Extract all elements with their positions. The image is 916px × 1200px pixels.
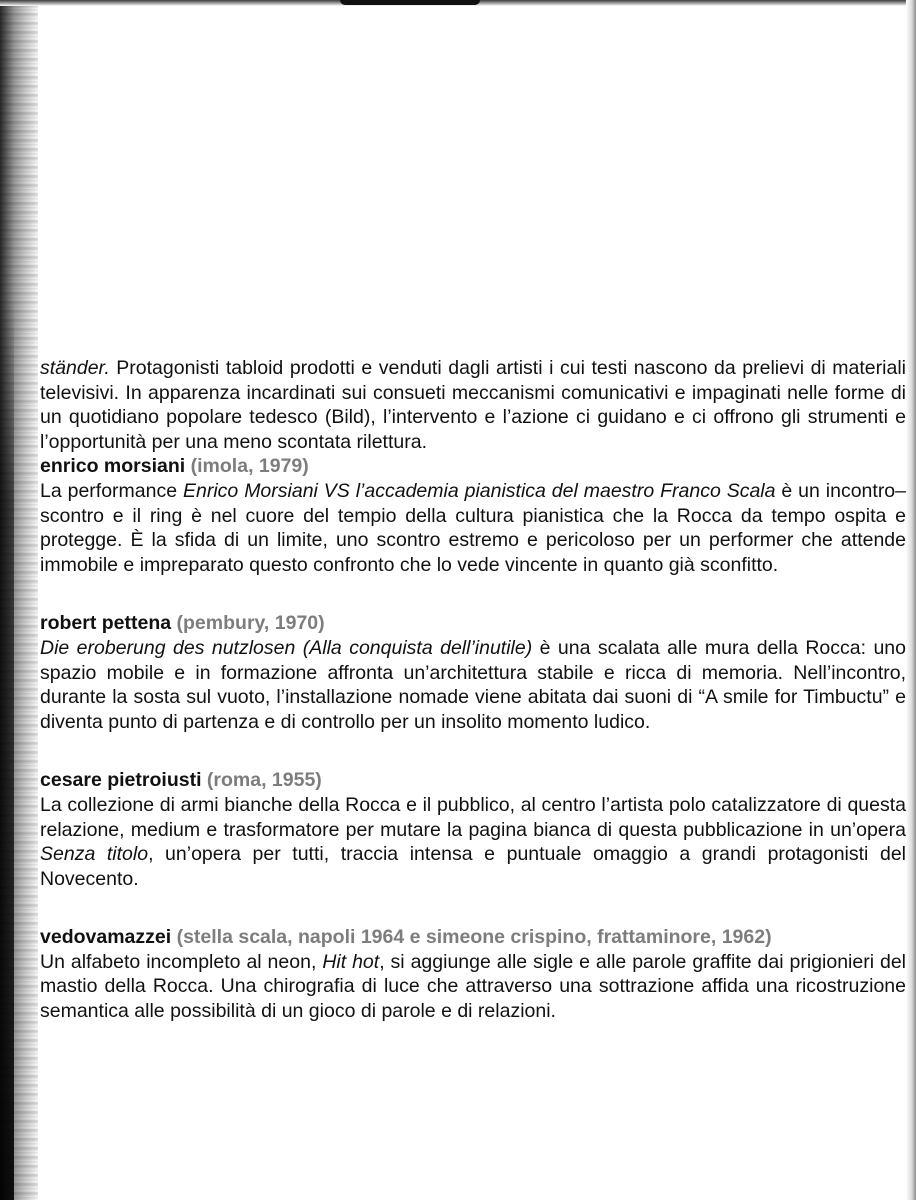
description-text-after: è una scalata alle mura della Rocca: uno spazio mobile e in formazione affronta un’architettura stabile e ricca di memoria. Nell’incontro, durante la sosta sul vuoto, l’installazione nomade viene abitata dai suoni di “A smile for Timbuctu” e diventa punto di partenza e di controllo per un insolito momento ludico. <box>40 636 906 733</box>
description-text-after: , un’opera per tutti, traccia intensa e puntuale omaggio a grandi protagonisti del Novecento. <box>40 843 906 890</box>
description-text-before: La performance <box>40 479 183 502</box>
right-page-edge <box>906 0 916 1200</box>
artist-name: cesare pietroiusti <box>40 769 202 792</box>
description-text-after: , si aggiunge alle sigle e alle parole graffite dai prigionieri del mastio della Rocca. Una chirografia di luce che attraverso una sottrazione affida una ricostruzione semantica alle possibilità di un gioco di parole e di relazioni. <box>40 950 907 1023</box>
description-text-after: è un incontro–scontro e il ring è nel cuore del tempio della cultura pianistica che la Rocca da tempo ospita e protegge. È la sfida di un limite, uno scontro estremo e pericoloso per un performer che attende immobile e impreparato questo confronto che lo vede vincente in quanto già sconfitto. <box>40 479 906 576</box>
artist-birth-info: (imola, 1979) <box>190 455 309 478</box>
artist-name: vedovamazzei <box>40 926 172 949</box>
artwork-title: Die eroberung des nutzlosen (Alla conquista dell’inutile) <box>40 636 533 659</box>
artist-birth-info: (roma, 1955) <box>206 769 322 792</box>
artist-entry <box>40 925 906 1023</box>
artist-description <box>40 950 906 1024</box>
artist-description <box>40 636 906 734</box>
artist-description <box>40 479 906 577</box>
intro-text: Protagonisti tabloid prodotti e venduti dagli artisti i cui testi nascono da prelievi di materiali televisivi. In apparenza incardinati sui consueti meccanismi comunicativi e impaginati nelle forme di un quotidiano popolare tedesco (Bild), l’intervento e l’azione ci guidano e ci offrono gli strumenti e l’opportunità per una meno scontata rilettura. <box>40 357 906 453</box>
artist-entry <box>40 768 906 891</box>
text-column <box>40 356 906 1058</box>
intro-italic-lead: ständer. <box>40 357 110 379</box>
artist-entry <box>40 454 906 577</box>
description-text-before: Un alfabeto incompleto al neon, <box>40 950 323 973</box>
artwork-title: Senza titolo <box>40 843 149 866</box>
artwork-title: Hit hot <box>322 950 380 973</box>
artist-heading <box>40 768 906 793</box>
artist-entry <box>40 611 906 734</box>
artist-birth-info: (stella scala, napoli 1964 e simeone crispino, frattaminore, 1962) <box>176 926 772 949</box>
artist-description <box>40 793 906 891</box>
artist-heading <box>40 454 906 479</box>
top-edge-mark <box>340 0 480 5</box>
artist-name: enrico morsiani <box>40 455 186 478</box>
artist-heading <box>40 611 906 636</box>
description-text-before: La collezione di armi bianche della Rocca e il pubblico, al centro l’artista polo catalizzatore di questa relazione, medium e trasformatore per mutare la pagina bianca di questa pubblicazione in un’opera <box>40 793 906 841</box>
artwork-title: Enrico Morsiani VS l’accademia pianistica del maestro Franco Scala <box>183 479 776 502</box>
artist-heading <box>40 925 906 950</box>
artist-name: robert pettena <box>40 612 172 635</box>
artist-birth-info: (pembury, 1970) <box>176 612 325 635</box>
intro-paragraph <box>40 356 906 454</box>
binding-shadow <box>0 300 14 1200</box>
